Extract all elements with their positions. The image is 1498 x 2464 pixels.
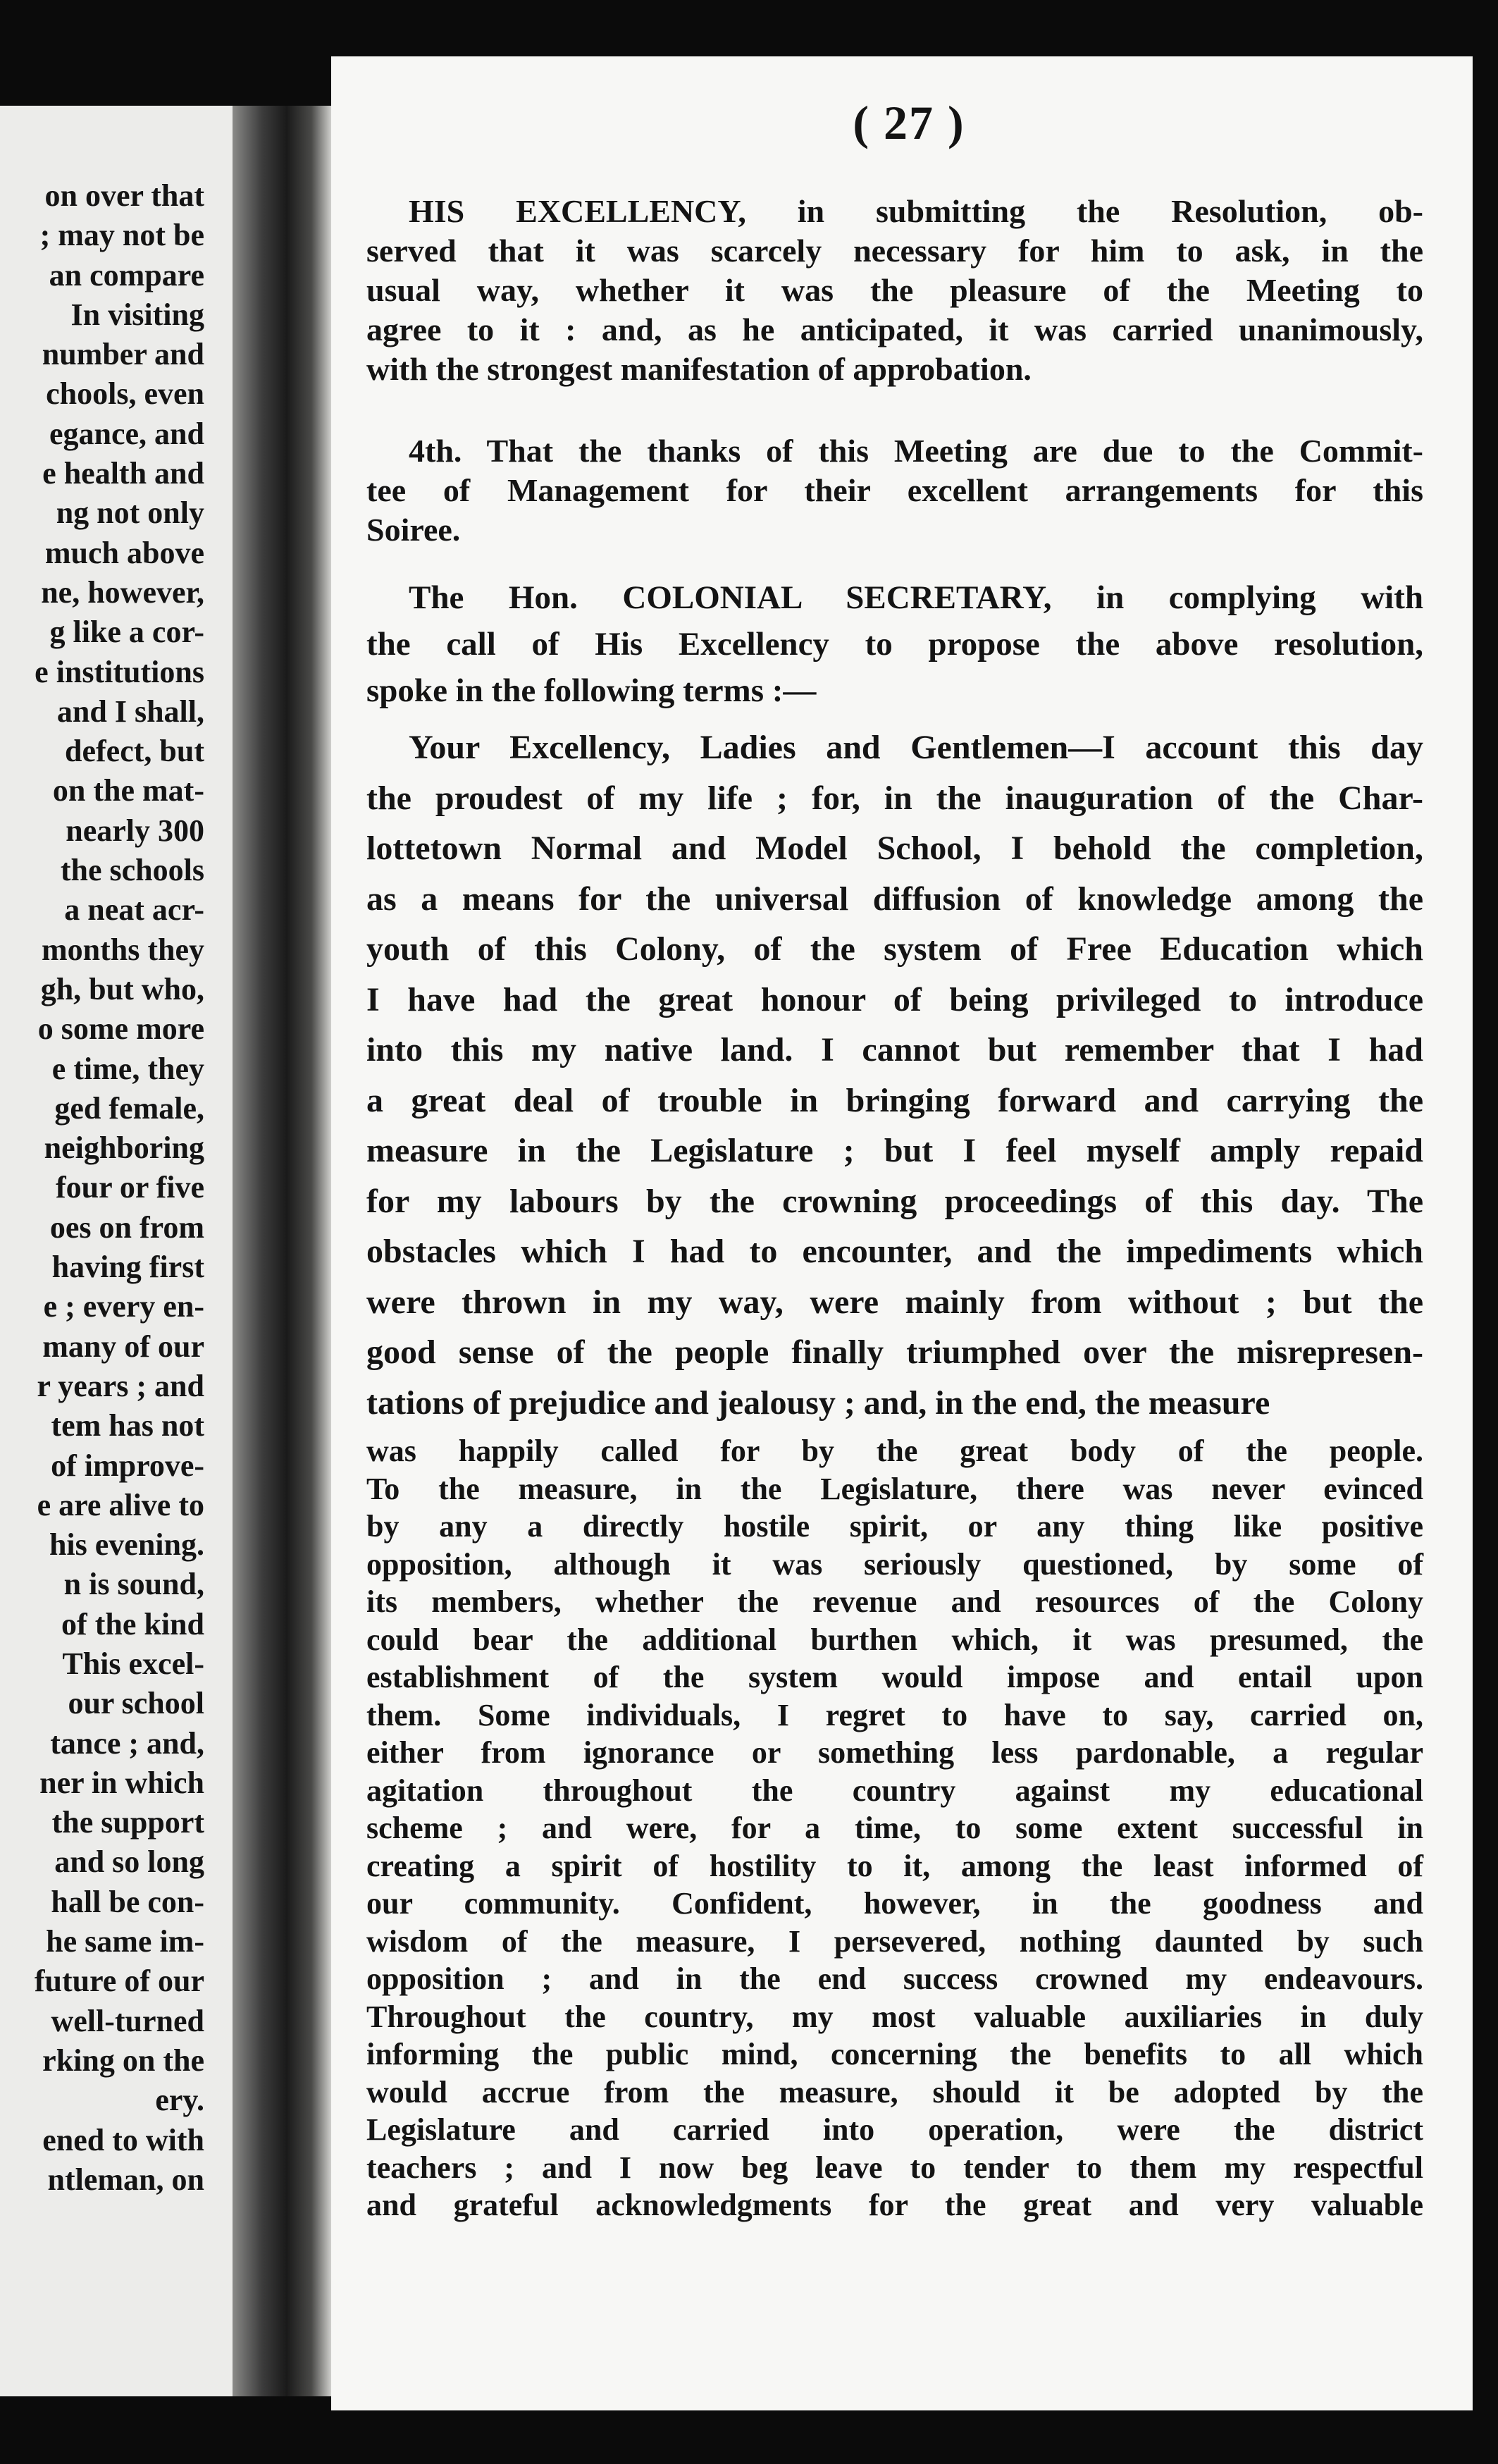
left-page-line: many of our (42, 1329, 204, 1364)
left-page-line: ner in which (39, 1765, 204, 1800)
left-page-line: the schools (60, 853, 204, 888)
left-page-line: much above (44, 535, 204, 570)
text-line: its members, whether the revenue and resources of the Colony (366, 1584, 1423, 1619)
left-page-line: four or five (56, 1170, 204, 1205)
left-page-line: o some more (37, 1011, 204, 1047)
text-line: and grateful acknowledgments for the great and very valuable (366, 2188, 1423, 2222)
left-page-line: hall be con- (51, 1884, 204, 1919)
left-page-line: This excel- (62, 1646, 204, 1681)
left-page-text-column (0, 176, 204, 2200)
left-page-line: rking on the (42, 2043, 204, 2078)
left-page-line: egance, and (49, 416, 204, 451)
left-page-line: gh, but who, (40, 971, 204, 1006)
left-page-line: the support (51, 1805, 204, 1840)
left-page-line: of the kind (61, 1606, 204, 1641)
text-line: teachers ; and I now beg leave to tender to them my respectful (366, 2150, 1423, 2185)
left-page-line: and I shall, (56, 694, 204, 729)
text-line: served that it was scarcely necessary for him to ask, in the (366, 233, 1423, 269)
text-line: To the measure, in the Legislature, there was never evinced (366, 1471, 1423, 1506)
left-page-line: In visiting (70, 297, 204, 332)
text-line: tations of prejudice and jealousy ; and, in the end, the measure (366, 1384, 1270, 1422)
left-page-line: e time, they (51, 1051, 204, 1086)
left-page-line: number and (42, 337, 204, 372)
text-line: scheme ; and were, for a time, to some extent successful in (366, 1811, 1423, 1845)
left-page-line: nearly 300 (66, 813, 204, 848)
text-line: would accrue from the measure, should it be adopted by the (366, 2074, 1423, 2109)
text-line: Throughout the country, my most valuable auxiliaries in duly (366, 1999, 1423, 2034)
left-page-line: ery. (155, 2083, 204, 2118)
left-page (0, 106, 233, 2396)
text-line: 4th. That the thanks of this Meeting are due to the Commit- (409, 433, 1423, 469)
paragraph-his-excellency (366, 192, 1423, 389)
text-line: usual way, whether it was the pleasure of the Meeting to (366, 272, 1423, 308)
left-page-line: well-turned (51, 2003, 204, 2038)
left-page-line: on over that (44, 178, 204, 213)
left-page-line: r years ; and (37, 1368, 204, 1403)
left-page-line: tem has not (51, 1408, 204, 1443)
paragraph-resolution-4th (366, 431, 1423, 550)
left-page-line: ne, however, (41, 574, 204, 610)
text-line: were thrown in my way, were mainly from without ; but the (366, 1283, 1423, 1321)
text-line: opposition ; and in the end success crowned my endeavours. (366, 1961, 1423, 1996)
text-line: measure in the Legislature ; but I feel myself amply repaid (366, 1132, 1423, 1169)
text-line: Legislature and carried into operation, were the district (366, 2112, 1423, 2147)
text-line: agree to it : and, as he anticipated, it was carried unanimously, (366, 312, 1423, 347)
left-page-line: his evening. (49, 1527, 204, 1563)
left-page-line: an compare (49, 257, 204, 292)
left-page-line: ng not only (56, 495, 204, 531)
left-page-line: g like a cor- (49, 615, 204, 650)
left-page-line: n is sound, (63, 1567, 204, 1602)
text-line: the proudest of my life ; for, in the inauguration of the Char- (366, 779, 1423, 817)
paragraph-speech-continued (366, 1432, 1423, 2224)
left-page-line: and so long (54, 1844, 204, 1880)
text-line: The Hon. COLONIAL SECRETARY, in complying with (409, 579, 1423, 616)
left-page-line: ; may not be (39, 218, 204, 253)
text-line: Your Excellency, Ladies and Gentlemen—I account this day (409, 729, 1423, 766)
left-page-line: having first (51, 1250, 204, 1285)
text-line: establishment of the system would impose and entail upon (366, 1660, 1423, 1694)
text-line: into this my native land. I cannot but remember that I had (366, 1031, 1423, 1068)
text-line: tee of Management for their excellent arrangements for this (366, 472, 1423, 508)
text-line: agitation throughout the country against my educational (366, 1773, 1423, 1808)
left-page-line: chools, even (46, 376, 204, 412)
text-line: obstacles which I had to encounter, and the impediments which (366, 1233, 1423, 1270)
text-line: creating a spirit of hostility to it, among the least informed of (366, 1848, 1423, 1883)
left-page-line: defect, but (65, 734, 204, 769)
left-page-line: he same im- (46, 1924, 204, 1959)
left-page-line: oes on from (49, 1209, 204, 1245)
text-line: Soiree. (366, 512, 461, 548)
text-line: was happily called for by the great body of the people. (366, 1434, 1423, 1468)
text-line: opposition, although it was seriously questioned, by some of (366, 1546, 1423, 1582)
paragraph-speech-opening (366, 722, 1423, 1428)
left-page-line: of improve- (51, 1448, 204, 1483)
left-page-line: e are alive to (37, 1487, 204, 1522)
left-page-line: e health and (42, 456, 204, 491)
book-gutter (233, 106, 331, 2396)
text-line: lottetown Normal and Model School, I behold the completion, (366, 830, 1423, 867)
page-number: ( 27 ) (853, 96, 965, 149)
paragraph-colonial-secretary (366, 574, 1423, 714)
text-line: spoke in the following terms :— (366, 672, 817, 709)
text-line: either from ignorance or something less pardonable, a regular (366, 1735, 1423, 1770)
left-page-line: neighboring (44, 1131, 204, 1166)
text-line: our community. Confident, however, in the goodness and (366, 1886, 1423, 1921)
text-line: good sense of the people finally triumphed over the misrepresen- (366, 1333, 1423, 1371)
left-page-line: ened to with (42, 2122, 204, 2157)
text-line: a great deal of trouble in bringing forward and carrying the (366, 1081, 1423, 1119)
left-page-line: ged female, (54, 1090, 204, 1126)
text-line: HIS EXCELLENCY, in submitting the Resolution, ob- (409, 193, 1423, 229)
text-line: with the strongest manifestation of approbation. (366, 351, 1032, 387)
text-line: for my labours by the crowning proceedings of this day. The (366, 1182, 1423, 1220)
left-page-line: our school (68, 1686, 204, 1721)
text-line: could bear the additional burthen which, it was presumed, the (366, 1622, 1423, 1657)
text-line: I have had the great honour of being privileged to introduce (366, 980, 1423, 1018)
text-line: by any a directly hostile spirit, or any thing like positive (366, 1509, 1423, 1544)
text-line: the call of His Excellency to propose the above resolution, (366, 626, 1423, 663)
left-page-line: a neat acr- (64, 892, 204, 928)
left-page-line: future of our (34, 1964, 204, 1999)
text-line: wisdom of the measure, I persevered, nothing daunted by such (366, 1923, 1423, 1959)
left-page-line: ntleman, on (47, 2162, 204, 2197)
text-line: youth of this Colony, of the system of Free Education which (366, 930, 1423, 968)
left-page-line: e ; every en- (43, 1289, 204, 1324)
text-line: informing the public mind, concerning the benefits to all which (366, 2037, 1423, 2071)
left-page-line: months they (41, 932, 204, 967)
left-page-line: on the mat- (52, 773, 204, 808)
text-line: as a means for the universal diffusion of knowledge among the (366, 880, 1423, 918)
text-line: them. Some individuals, I regret to have to say, carried on, (366, 1697, 1423, 1732)
left-page-line: e institutions (35, 654, 204, 689)
left-page-line: tance ; and, (50, 1725, 204, 1761)
